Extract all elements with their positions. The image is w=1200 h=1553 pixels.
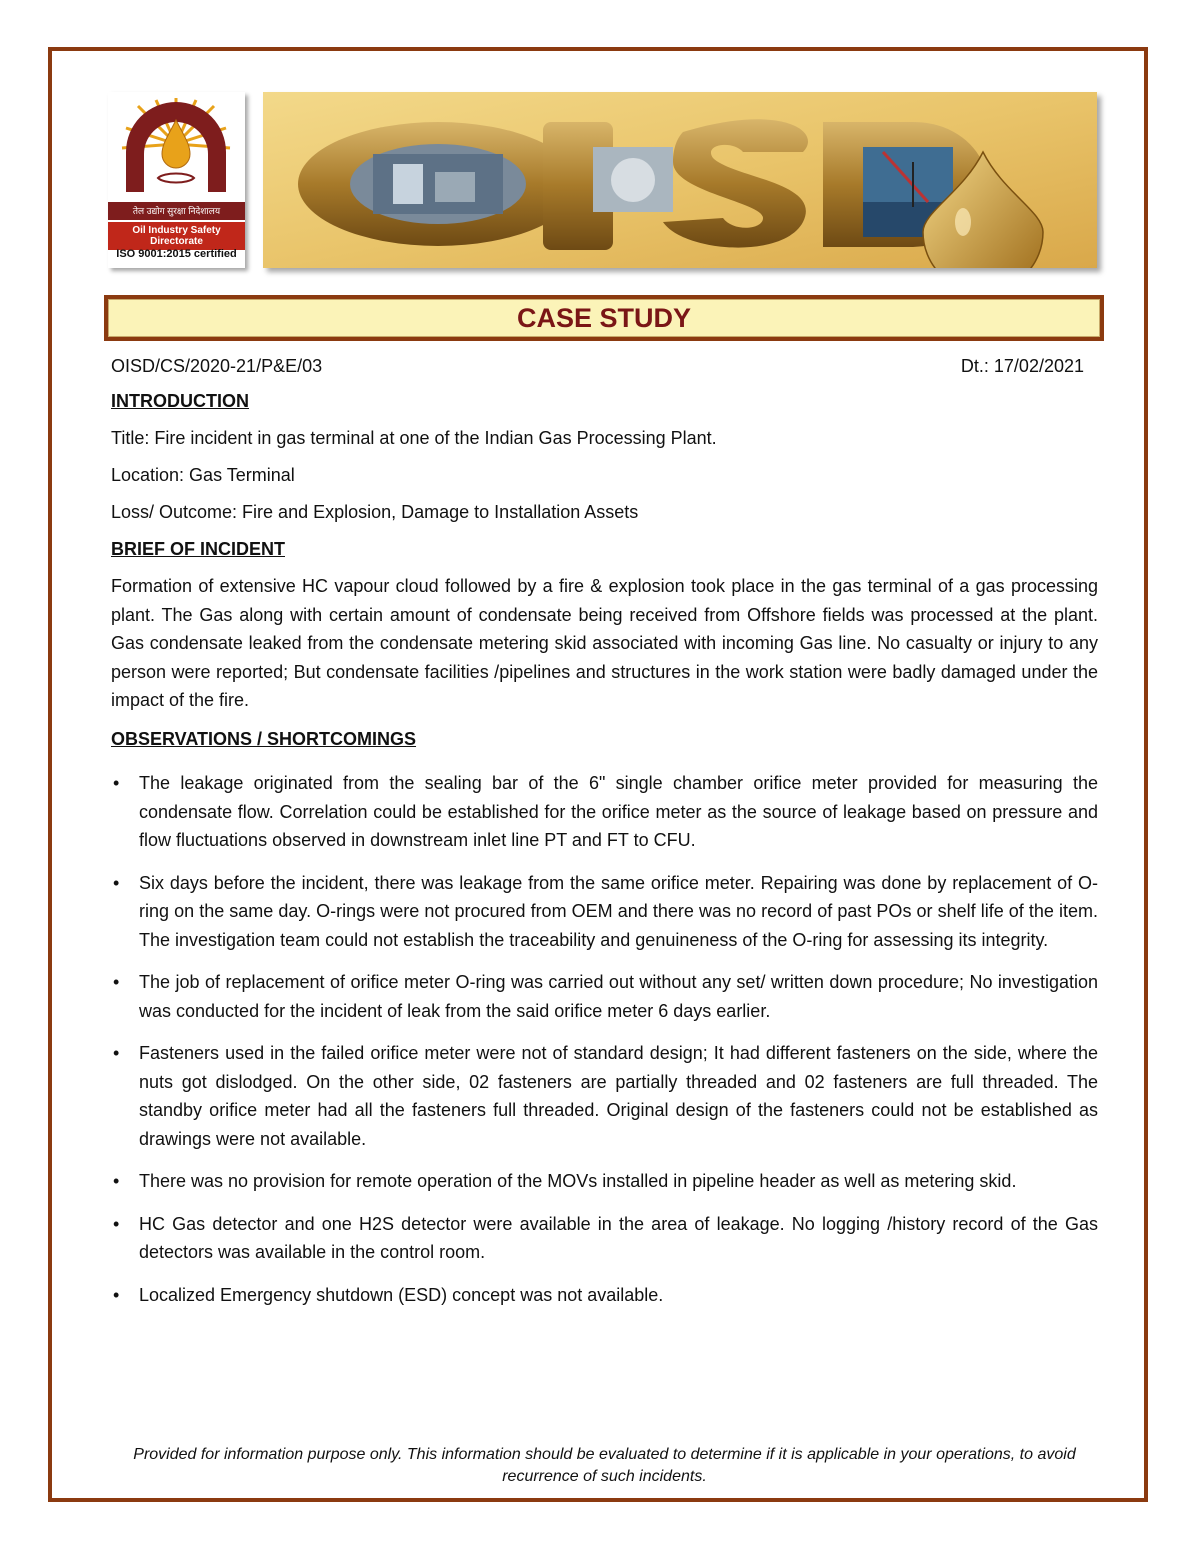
oisd-banner-graphic (263, 92, 1097, 268)
brief-of-incident-text: Formation of extensive HC vapour cloud followed by a fire & explosion took place in the gas terminal of a gas processing plant. The Gas along with certain amount of condensate being received from Offshore fields was processed at the plant. Gas condensate leaked from the condensate metering skid associated with incoming Gas line. No casualty or injury to any person were reported; But condensate facilities /pipelines and structures in the work station were badly damaged under the impact of the fire. (111, 576, 1098, 710)
disclaimer-footer: Provided for information purpose only. This information should be evaluated to determine if it is applicable in your operations, to avoid recurrence of such incidents. (133, 1446, 1076, 1485)
logo-hindi-text: तेल उद्योग सुरक्षा निदेशालय (108, 202, 245, 220)
iso-certification-text: ISO 9001:2015 certified (116, 248, 237, 260)
sun-drop-emblem-icon (108, 92, 245, 202)
observation-item: • HC Gas detector and one H2S detector were available in the area of leakage. No logging /history record of the Gas detectors was available in the control room. (111, 1210, 1098, 1267)
oisd-banner (263, 92, 1097, 268)
observation-item: • Six days before the incident, there was leakage from the same orifice meter. Repairing was done by replacement of O-ring on the same day. O-rings were not procured from OEM and there was no record of past POs or shelf life of the item. The investigation team could not establish the traceability and genuineness of the O-ring for assessing its integrity. (111, 869, 1098, 955)
observation-item: • The job of replacement of orifice meter O-ring was carried out without any set/ written down procedure; No investigation was conducted for the incident of leak from the said orifice meter 6 days earlier. (111, 968, 1098, 1025)
observation-item: • Localized Emergency shutdown (ESD) concept was not available. (111, 1281, 1098, 1310)
oisd-logo (108, 92, 245, 268)
loss-outcome-line: Loss/ Outcome: Fire and Explosion, Damage to Installation Assets (111, 502, 639, 522)
observation-item: • Fasteners used in the failed orifice meter were not of standard design; It had different fasteners on the side, where the nuts got dislodged. On the other side, 02 fasteners are partially threaded and 02 fasteners are full threaded. The standby orifice meter had all the fasteners full threaded. Original design of the fasteners could not be established as drawings were not available. (111, 1039, 1098, 1153)
document-date: Dt.: 17/02/2021 (960, 356, 1084, 376)
observations-list (111, 769, 1098, 1323)
reference-line (111, 356, 1084, 377)
brief-of-incident-heading: BRIEF OF INCIDENT (111, 539, 285, 559)
case-study-header (104, 295, 1104, 341)
location-line: Location: Gas Terminal (111, 465, 295, 485)
case-study-title: CASE STUDY (516, 303, 692, 333)
incident-title-line: Title: Fire incident in gas terminal at one of the Indian Gas Processing Plant. (111, 428, 717, 448)
logo-english-text: Oil Industry Safety Directorate (108, 222, 245, 250)
observation-item: • The leakage originated from the sealing bar of the 6" single chamber orifice meter provided for measuring the condensate flow. Correlation could be established for the orifice meter as the source of leakage based on pressure and flow fluctuations observed in downstream inlet line PT and FT to CFU. (111, 769, 1098, 855)
reference-number: OISD/CS/2020-21/P&E/03 (111, 356, 323, 376)
observations-heading: OBSERVATIONS / SHORTCOMINGS (111, 729, 417, 749)
observation-item: • There was no provision for remote operation of the MOVs installed in pipeline header as well as metering skid. (111, 1167, 1098, 1196)
introduction-heading: INTRODUCTION (111, 391, 249, 411)
